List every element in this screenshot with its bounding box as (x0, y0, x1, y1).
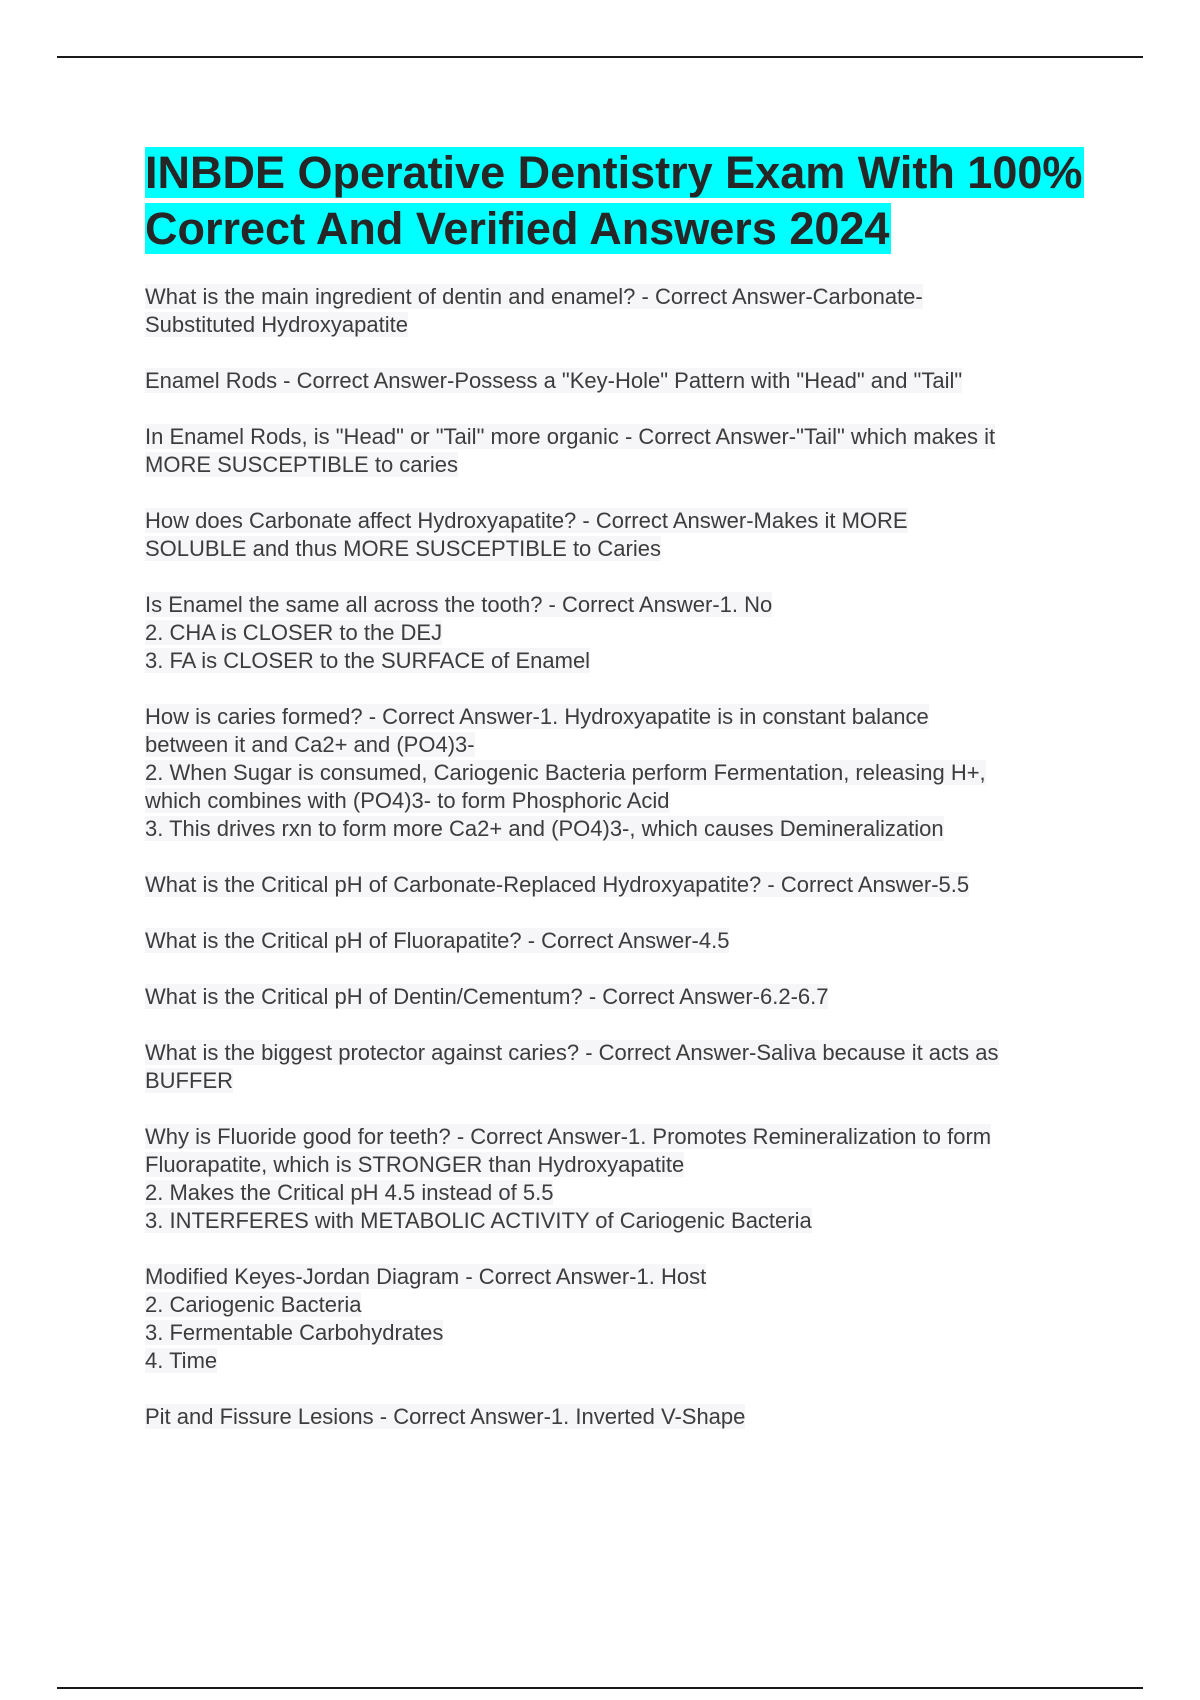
document-body (145, 145, 1090, 1459)
qa-entry (145, 1403, 1090, 1431)
document-title-text: INBDE Operative Dentistry Exam With 100% Correct And Verified Answers 2024 (145, 147, 1083, 254)
qa-entry (145, 703, 1090, 843)
qa-entry (145, 983, 1090, 1011)
qa-entry-text: Enamel Rods - Correct Answer-Possess a "Key-Hole" Pattern with "Head" and "Tail" (145, 368, 963, 393)
top-rule (57, 56, 1143, 58)
qa-entry (145, 1123, 1090, 1235)
qa-entry (145, 927, 1090, 955)
qa-entry-text: Pit and Fissure Lesions - Correct Answer-1. Inverted V-Shape (145, 1404, 746, 1429)
document-title (145, 145, 1090, 257)
qa-entry-text: How does Carbonate affect Hydroxyapatite? - Correct Answer-Makes it MORE SOLUBLE and thus MORE SUSCEPTIBLE to Caries (145, 508, 908, 561)
qa-entry-text: Why is Fluoride good for teeth? - Correct Answer-1. Promotes Remineralization to form Fluorapatite, which is STRONGER than Hydroxyapatite 2. Makes the Critical pH 4.5 instead of 5.5 3. INTERFERES with METABOLIC ACTIVITY of Cariogenic Bacteria (145, 1124, 992, 1233)
qa-entry (145, 507, 1090, 563)
qa-entry (145, 1263, 1090, 1375)
qa-entry-text: What is the Critical pH of Dentin/Cementum? - Correct Answer-6.2-6.7 (145, 984, 829, 1009)
qa-entry (145, 423, 1090, 479)
qa-entry-text: In Enamel Rods, is "Head" or "Tail" more organic - Correct Answer-"Tail" which makes it MORE SUSCEPTIBLE to caries (145, 424, 996, 477)
qa-entry (145, 283, 1090, 339)
qa-entry (145, 367, 1090, 395)
qa-entry (145, 871, 1090, 899)
qa-entry-text: Modified Keyes-Jordan Diagram - Correct Answer-1. Host 2. Cariogenic Bacteria 3. Fermentable Carbohydrates 4. Time (145, 1264, 707, 1373)
qa-entry (145, 591, 1090, 675)
qa-entry-text: What is the biggest protector against caries? - Correct Answer-Saliva because it acts as BUFFER (145, 1040, 999, 1093)
qa-entry-text: How is caries formed? - Correct Answer-1. Hydroxyapatite is in constant balance between it and Ca2+ and (PO4)3- 2. When Sugar is consumed, Cariogenic Bacteria perform Fermentation, releasing H+, which combines with (PO4)3- to form Phosphoric Acid 3. This drives rxn to form more Ca2+ and (PO4)3-, which causes Demineralization (145, 704, 986, 841)
qa-entry-text: What is the main ingredient of dentin and enamel? - Correct Answer-Carbonate- Substituted Hydroxyapatite (145, 284, 923, 337)
qa-entry-text: What is the Critical pH of Carbonate-Replaced Hydroxyapatite? - Correct Answer-5.5 (145, 872, 970, 897)
qa-entry-text: Is Enamel the same all across the tooth? - Correct Answer-1. No 2. CHA is CLOSER to the DEJ 3. FA is CLOSER to the SURFACE of Enamel (145, 592, 773, 673)
bottom-rule (57, 1687, 1143, 1689)
qa-entry-text: What is the Critical pH of Fluorapatite? - Correct Answer-4.5 (145, 928, 730, 953)
qa-entry (145, 1039, 1090, 1095)
